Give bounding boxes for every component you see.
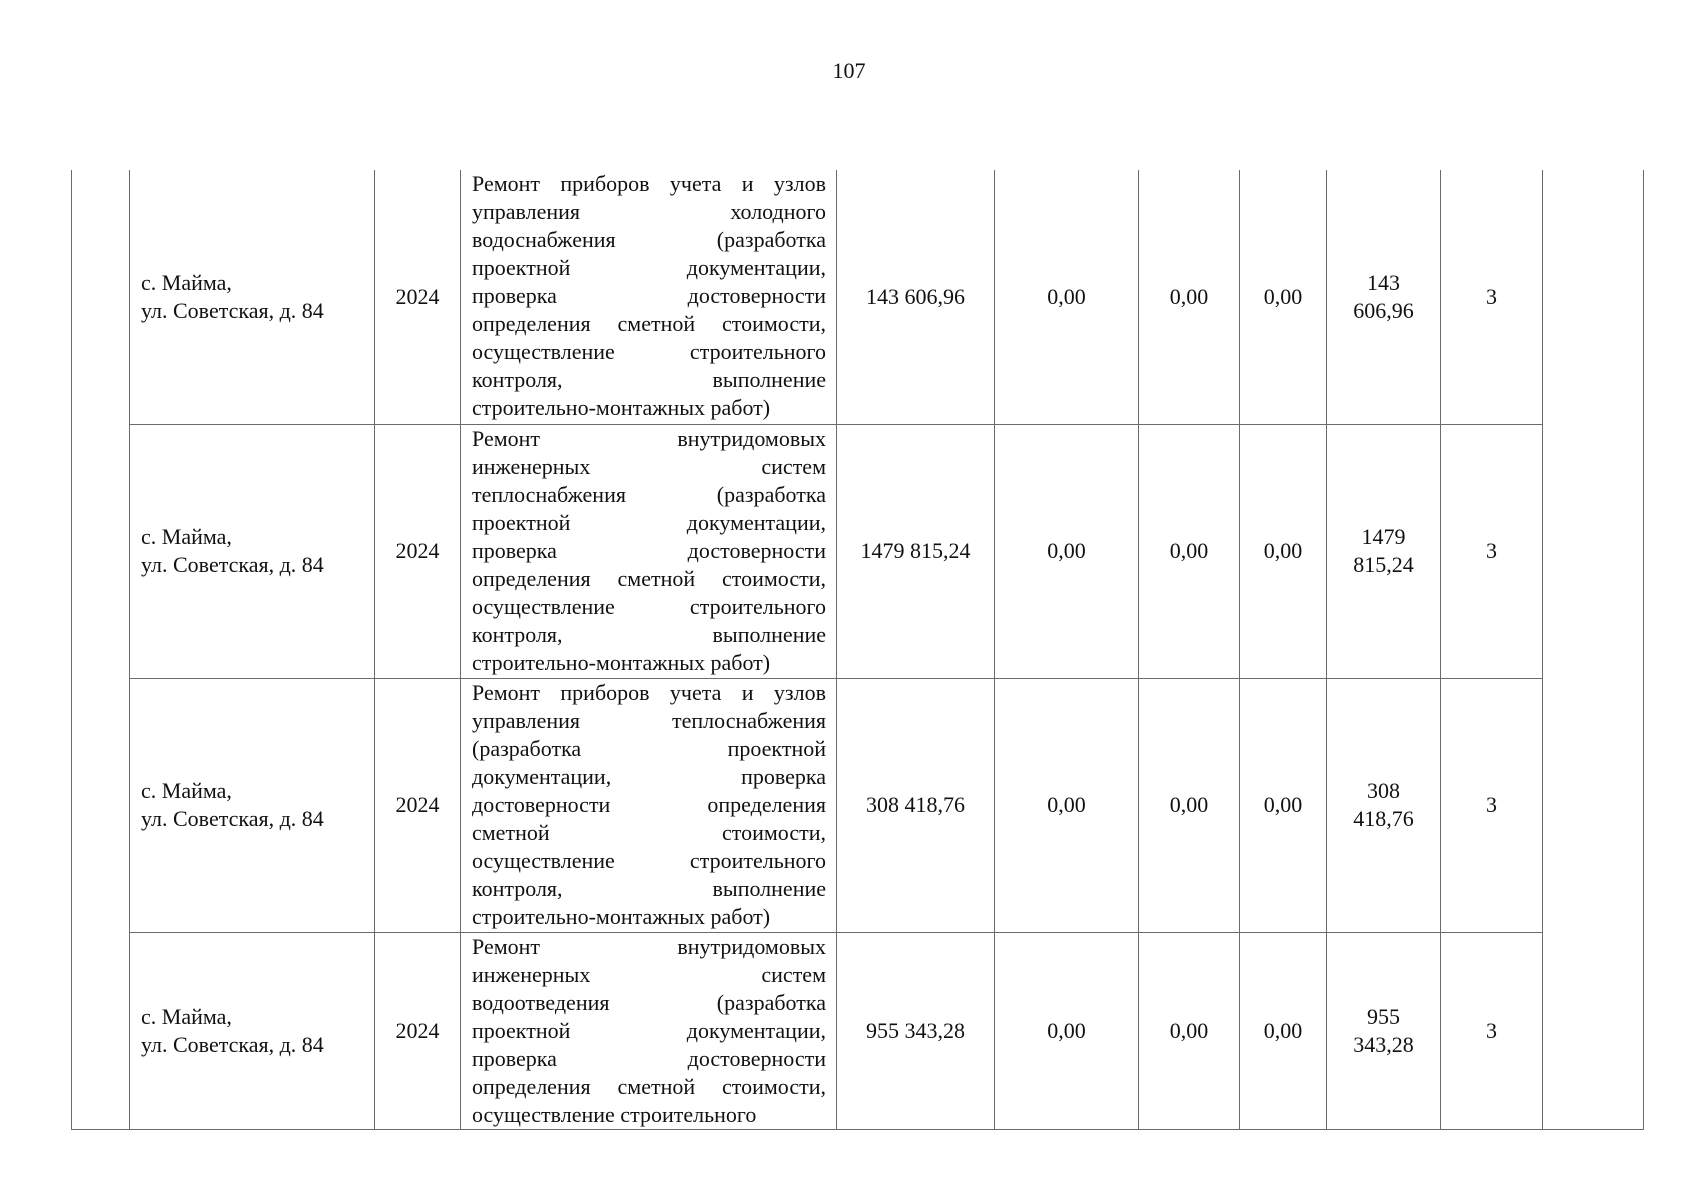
funding-cell [1240,170,1327,424]
last-column-cell [1543,170,1644,1129]
address-cell [130,678,375,932]
description-line: проверка достоверности [472,1045,826,1071]
address-line: с. Майма, [141,269,232,295]
total-cost-value: 1479 815,24 [860,538,971,563]
stage-value: 3 [1486,283,1497,309]
funding-value: 0,00 [1263,1017,1303,1043]
table-body [72,170,1644,1129]
work-description-cell [461,424,837,678]
page-number: 107 [832,58,866,83]
description-line: (разработка проектной [472,735,826,761]
address-line: ул. Советская, д. 84 [141,552,324,577]
funding-cell [995,678,1139,932]
funding-cell [1139,678,1240,932]
description-line: контроля, выполнение [472,875,826,901]
funding-cell [1240,678,1327,932]
stage-cell [1441,170,1543,424]
funding-value: 0,00 [1169,1017,1209,1043]
description-line: определения сметной стоимости, [472,1073,826,1099]
year-value: 2024 [395,538,440,563]
year-value: 2024 [395,1017,440,1043]
total-cost-cell [837,932,995,1129]
description-line: теплоснабжения (разработка [472,481,826,507]
year-cell [375,424,461,678]
table-row [72,932,1644,1129]
description-line: определения сметной стоимости, [472,311,826,336]
funding-cell [1139,932,1240,1129]
description-line: Ремонт внутридомовых [472,425,826,451]
funding-value: 0,00 [1047,1017,1086,1043]
funding-value: 0,00 [1047,283,1086,309]
address-cell [130,170,375,424]
work-description-cell [461,932,837,1129]
funding-cell [995,170,1139,424]
description-line: строительно-монтажных работ) [472,395,771,420]
address-line: с. Майма, [141,524,232,549]
description-line: проверка достоверности [472,283,826,308]
description-line: сметной стоимости, [472,819,826,845]
description-line: инженерных систем [472,453,826,479]
funding-value: 0,00 [1047,792,1086,817]
work-description-cell [461,170,837,424]
total-cost-cell [837,170,995,424]
owner-funds-cell [1327,170,1441,424]
owner-funds-value: 606,96 [1353,297,1414,323]
funding-value: 0,00 [1169,792,1209,817]
owner-funds-value: 815,24 [1353,552,1414,577]
funding-cell [1240,932,1327,1129]
funding-value: 0,00 [1047,538,1086,563]
description-line: определения сметной стоимости, [472,565,826,591]
funding-value: 0,00 [1263,538,1303,563]
owner-funds-value: 418,76 [1353,806,1414,831]
funding-value: 0,00 [1263,792,1303,817]
description-line: контроля, выполнение [472,367,826,392]
address-cell [130,932,375,1129]
description-line: управления теплоснабжения [472,707,826,733]
table-row [72,170,1644,424]
total-cost-value: 308 418,76 [866,792,965,817]
description-line: осуществление строительного [472,1101,757,1127]
funding-value: 0,00 [1263,283,1303,309]
stage-cell [1441,678,1543,932]
description-line: управления холодного [472,199,826,224]
description-line: инженерных систем [472,961,826,987]
description-line: водоотведения (разработка [472,989,826,1015]
owner-funds-cell [1327,678,1441,932]
funding-cell [995,424,1139,678]
description-line: проверка достоверности [472,537,826,563]
description-line: строительно-монтажных работ) [472,903,771,929]
address-line: ул. Советская, д. 84 [141,806,324,831]
description-line: водоснабжения (разработка [472,227,826,252]
description-line: проектной документации, [472,1017,826,1043]
description-line: осуществление строительного [472,339,826,364]
owner-funds-value: 308 [1367,778,1400,803]
year-value: 2024 [395,283,440,309]
works-table [71,170,1644,1130]
description-line: проектной документации, [472,509,826,535]
description-line: достоверности определения [472,791,826,817]
year-cell [375,170,461,424]
description-line: Ремонт приборов учета и узлов [472,171,826,196]
funding-value: 0,00 [1169,538,1209,563]
table-row [72,678,1644,932]
address-cell [130,424,375,678]
year-cell [375,678,461,932]
description-line: осуществление строительного [472,847,826,873]
description-line: осуществление строительного [472,593,826,619]
owner-funds-value: 955 [1367,1003,1400,1029]
description-line: Ремонт внутридомовых [472,933,826,959]
funding-cell [1240,424,1327,678]
address-line: с. Майма, [141,778,232,803]
owner-funds-value: 343,28 [1353,1031,1414,1057]
description-line: Ремонт приборов учета и узлов [472,679,826,705]
funding-value: 0,00 [1169,283,1209,309]
total-cost-cell [837,678,995,932]
owner-funds-value: 1479 [1361,524,1406,549]
address-line: с. Майма, [141,1003,232,1029]
year-cell [375,932,461,1129]
work-description-cell [461,678,837,932]
stage-value: 3 [1486,1017,1497,1043]
stage-value: 3 [1486,538,1497,563]
description-line: документации, проверка [472,763,826,789]
description-line: строительно-монтажных работ) [472,649,771,675]
total-cost-cell [837,424,995,678]
stage-value: 3 [1486,792,1497,817]
address-line: ул. Советская, д. 84 [141,297,324,323]
table-row [72,424,1644,678]
total-cost-value: 143 606,96 [866,283,965,309]
owner-funds-value: 143 [1367,269,1400,295]
row-number-cell [72,170,130,1129]
funding-cell [1139,170,1240,424]
funding-cell [1139,424,1240,678]
owner-funds-cell [1327,932,1441,1129]
funding-cell [995,932,1139,1129]
address-line: ул. Советская, д. 84 [141,1031,324,1057]
description-line: проектной документации, [472,255,826,280]
owner-funds-cell [1327,424,1441,678]
year-value: 2024 [395,792,440,817]
stage-cell [1441,932,1543,1129]
total-cost-value: 955 343,28 [866,1017,965,1043]
description-line: контроля, выполнение [472,621,826,647]
stage-cell [1441,424,1543,678]
